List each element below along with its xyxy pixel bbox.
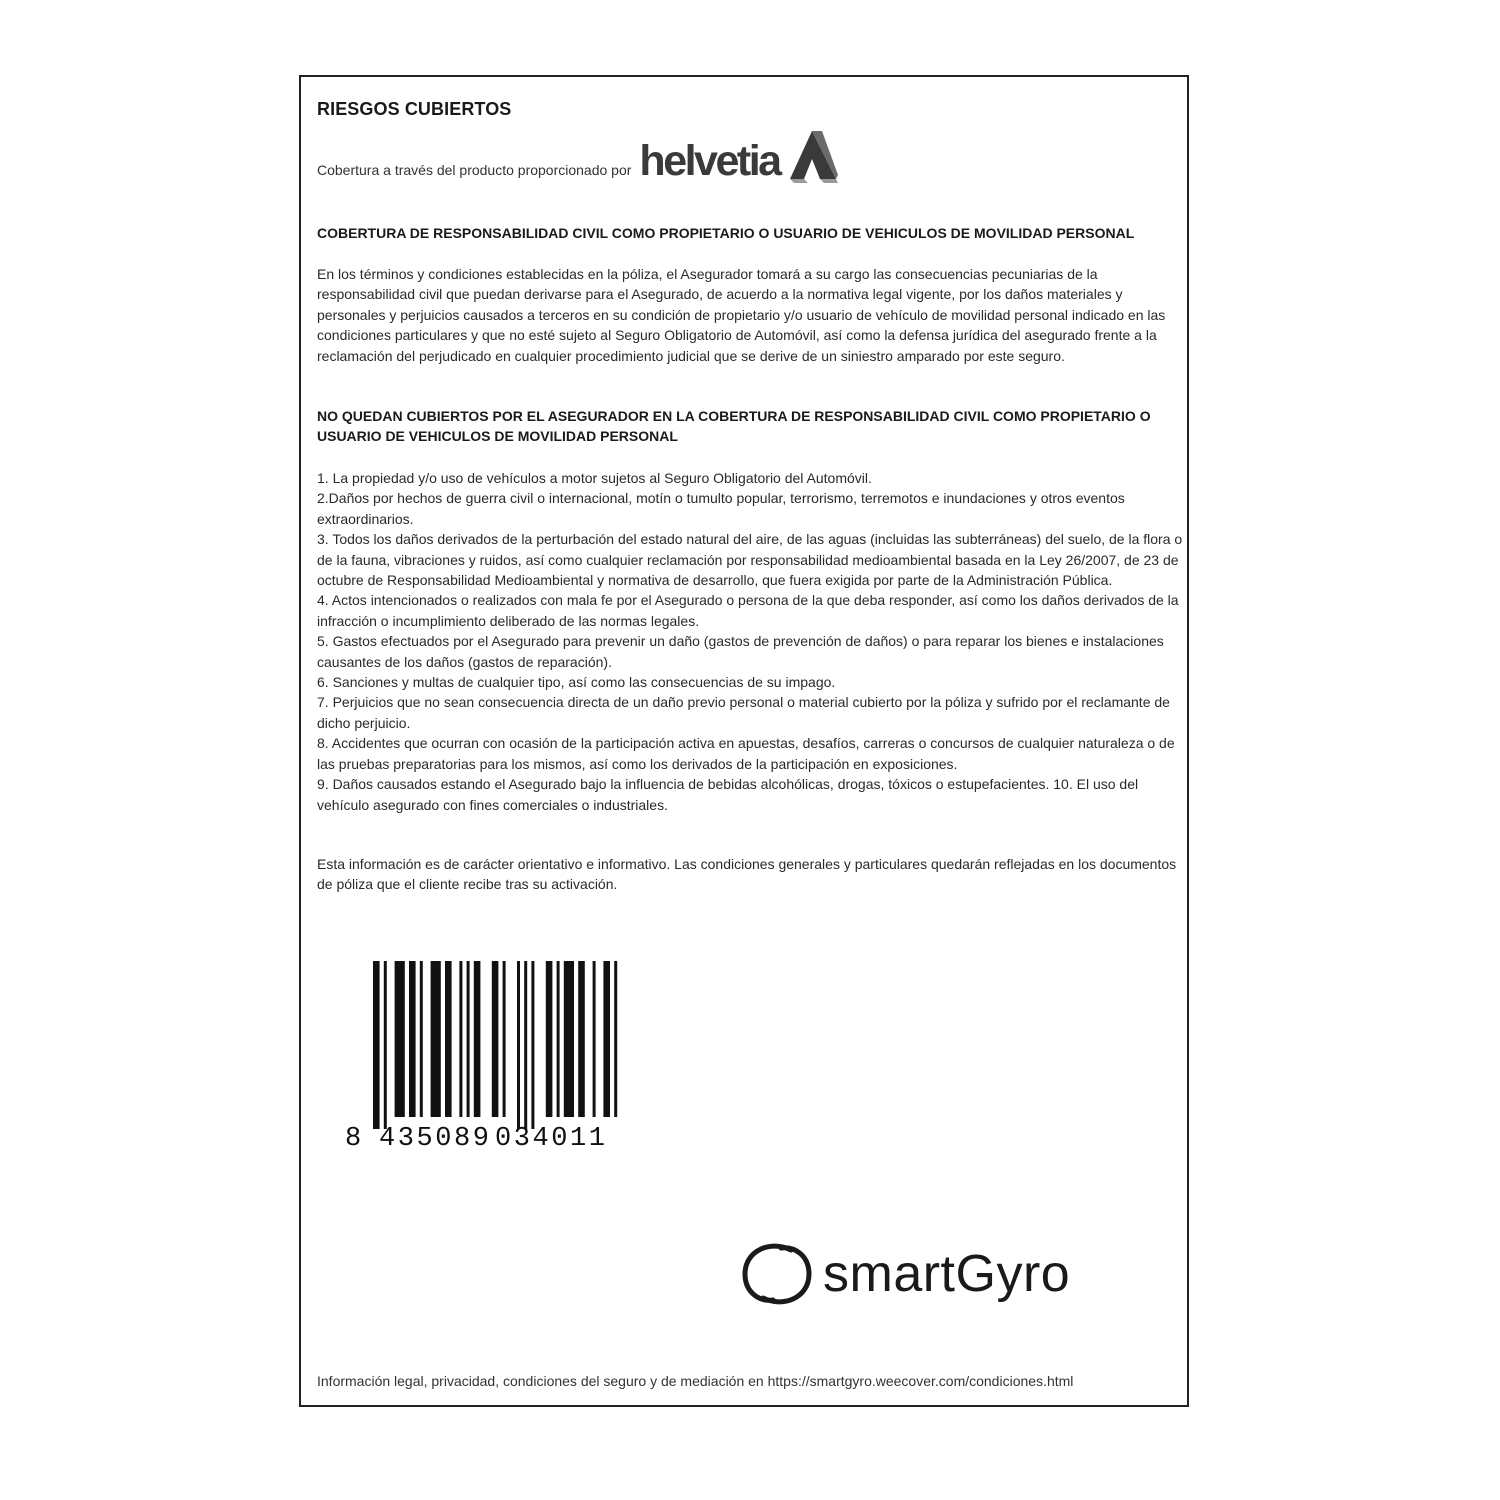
list-item: 4. Actos intencionados o realizados con mala fe por el Asegurado o persona de la que deba responder, así como los daños derivados de la infracción o incumplimiento deliberado de las normas legales. [317, 592, 1179, 629]
barcode-bar [578, 961, 585, 1117]
page-title: RIESGOS CUBIERTOS [317, 99, 512, 119]
list-item: 2.Daños por hechos de guerra civil o internacional, motín o tumulto popular, terrorismo, terremotos e inundaciones y otros eventos extraordinarios. [317, 490, 1125, 527]
barcode-bar [492, 961, 499, 1117]
insurance-card [299, 75, 1189, 1407]
barcode-bar [531, 961, 534, 1129]
barcode-bar [593, 961, 596, 1117]
barcode-bar [546, 961, 553, 1117]
barcode-bar [503, 961, 506, 1117]
barcode-bar [564, 961, 574, 1117]
barcode-first-digit: 8 [345, 1124, 362, 1151]
provider-line [317, 129, 838, 183]
barcode-bar [614, 961, 617, 1117]
list-item: 1. La propiedad y/o uso de vehículos a motor sujetos al Seguro Obligatorio del Automóvil. [317, 470, 872, 486]
barcode-bar [373, 961, 380, 1129]
barcode [341, 961, 621, 1151]
helvetia-logo [639, 129, 837, 183]
barcode-bar [384, 961, 387, 1129]
barcode-bar [409, 961, 416, 1117]
barcode-bar [420, 961, 423, 1117]
list-item: 5. Gastos efectuados por el Asegurado para prevenir un daño (gastos de prevención de daños) o para reparar los bienes e instalaciones causantes de los daños (gastos de reparación). [317, 633, 1164, 670]
smartgyro-logo-text: smartGyro [823, 1245, 1071, 1303]
list-item: 7. Perjuicios que no sean consecuencia directa de un daño previo personal o material cubierto por la póliza y sufrido por el reclamante de dicho perjuicio. [317, 694, 1170, 731]
coverage-heading: COBERTURA DE RESPONSABILIDAD CIVIL COMO PROPIETARIO O USUARIO DE VEHICULOS DE MOVILIDAD PERSONAL [317, 225, 1135, 241]
helvetia-mountain-icon [786, 129, 838, 183]
smartgyro-swirl-icon [737, 1234, 817, 1314]
barcode-bar [459, 961, 462, 1117]
list-item: 8. Accidentes que ocurran con ocasión de la participación activa en apuestas, desafíos, carreras o concursos de cualquier naturaleza o de las pruebas preparatorias para los mismos, así como los derivados de la participación en exposiciones. [317, 735, 1175, 772]
barcode-bar [467, 961, 470, 1117]
coverage-body: En los términos y condiciones establecidas en la póliza, el Asegurador tomará a su cargo las consecuencias pecuniarias de la responsabilidad civil que puedan derivarse para el Asegurado, de acuerdo a la normativa legal vigente, por los daños materiales y personales y perjuicios causados a terceros en su condición de propietario y/o usuario de vehículo de movilidad personal indicado en las condiciones particulares y que no esté sujeto al Seguro Obligatorio de Automóvil, así como la defensa jurídica del asegurado frente a la reclamación del perjudicado en cualquier procedimiento judicial que se derive de un siniestro amparado por este seguro. [317, 266, 1166, 364]
barcode-bar [517, 961, 520, 1129]
disclaimer-text: Esta información es de carácter orientativo e informativo. Las condiciones generales y particulares quedarán reflejadas en los documentos de póliza que el cliente recibe tras su activación. [317, 856, 1177, 893]
footer-legal-text: Información legal, privacidad, condiciones del seguro y de mediación en https://smartgyro.weecover.com/condiciones.html [317, 1373, 1074, 1389]
helvetia-logo-text: helvetia [639, 137, 780, 185]
list-item: 3. Todos los daños derivados de la perturbación del estado natural del aire, de las aguas (incluidas las subterráneas) del suelo, de la flora o de la fauna, vibraciones y ruidos, así como cualquier reclamación por responsabilidad medioambiental basada en la Ley 26/2007, de 23 de octubre de Responsabilidad Medioambiental y normativa de desarrollo, que fuera exigida por parte de la Administración Pública. [317, 531, 1183, 589]
barcode-bar [524, 961, 527, 1129]
barcode-bar [431, 961, 441, 1117]
barcode-bar [603, 961, 610, 1117]
list-item: 9. Daños causados estando el Asegurado bajo la influencia de bebidas alcohólicas, drogas, tóxicos o estupefacientes. 10. El uso del vehículo asegurado con fines comerciales o industriales. [317, 776, 1139, 813]
exclusions-list [317, 468, 1183, 815]
barcode-group-1: 435089 [379, 1124, 489, 1151]
provider-text: Cobertura a través del producto proporcionado por [317, 162, 632, 178]
smartgyro-logo [737, 1234, 1070, 1314]
exclusions-heading: NO QUEDAN CUBIERTOS POR EL ASEGURADOR EN LA COBERTURA DE RESPONSABILIDAD CIVIL COMO PROPIETARIO O USUARIO DE VEHICULOS DE MOVILIDAD PERSONAL [317, 408, 1151, 444]
barcode-bar [474, 961, 481, 1117]
barcode-bar [445, 961, 452, 1117]
barcode-group-2: 034011 [495, 1124, 605, 1151]
barcode-bars [373, 961, 617, 1129]
barcode-bar [395, 961, 405, 1117]
list-item: 6. Sanciones y multas de cualquier tipo, así como las consecuencias de su impago. [317, 674, 836, 691]
barcode-bar [557, 961, 560, 1117]
